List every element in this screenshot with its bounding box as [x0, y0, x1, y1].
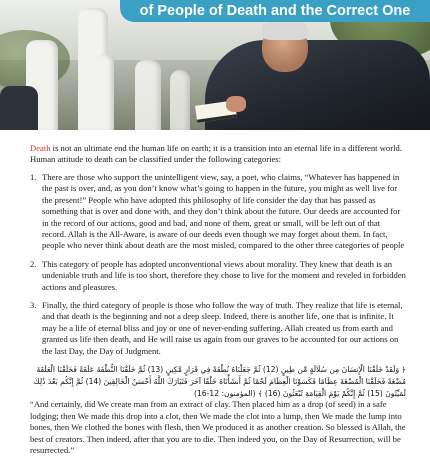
banner-title: of People of Death and the Correct One [139, 3, 411, 19]
list-item [30, 259, 406, 293]
intro-text: is not an ultimate end the human life on earth; it is a transition into an eternal life in a different world. Human attitude to death can be classified under the following categories: [30, 143, 402, 165]
title-banner [120, 0, 430, 22]
gravestone [96, 54, 114, 130]
article-body [30, 143, 406, 457]
list-item [30, 300, 406, 357]
gravestone [170, 70, 190, 130]
arabic-verse: ﴿ وَلَقَدْ خَلَقْنَا الْإِنسَانَ مِن سُلَالَةٍ مِّن طِينٍ (12) ثُمَّ جَعَلْنَاهُ نُطْفَةً فِي قَرَارٍ مَّكِينٍ (13) ثُمَّ خَلَقْنَا النُّطْفَةَ عَلَقَةً فَخَلَقْنَا الْعَلَقَةَ مُضْغَةً فَخَلَقْنَا الْمُضْغَةَ عِظَامًا فَكَسَوْنَا الْعِظَامَ لَحْمًا ثُمَّ أَنشَأْنَاهُ خَلْقًا آخَرَ فَتَبَارَكَ اللَّهُ أَحْسَنُ الْخَالِقِينَ (14) ثُمَّ إِنَّكُم بَعْدَ ذَٰلِكَ لَمَيِّتُونَ (15) ثُمَّ إِنَّكُمْ يَوْمَ الْقِيَامَةِ تُبْعَثُونَ (16) ﴾ (المؤمنون: 12-16) [33, 365, 406, 398]
list-item-text: Finally, the third category of people is those who follow the way of truth. They realize that life is eternal, and that death is the beginning and not a deep sleep. Indeed, there is another life, one that is infinite. It may be a life of eternal bliss and joy or one of never-ending suffering. Allah created us from earth and granted us life then death, and He will raise us again from our graves to be accounted for our actions on the last Day, the Day of Judgment. [42, 300, 403, 356]
intro-dropcap: Death [30, 143, 51, 153]
intro-paragraph [30, 143, 406, 166]
list-item-number: 3. [30, 300, 37, 311]
list-item-text: This category of people has adopted unconventional views about morality. They knew that death is an undeniable truth and life is too short, therefore they chose to live for the moment and reveled in forbidden actions and pleasures. [42, 258, 406, 292]
category-list [30, 172, 406, 357]
verse-translation: “And certainly, did We create man from an extract of clay. Then placed him as a drop (of seed) in a safe lodging; then We made this drop into a clot, then We made the clot into a lump, then We made the lump into bones, then We clothed the bones with flesh, then We produced it as another creation. So blessed is Allah, the best of creators. Then indeed, after that you are to die. Then indeed you, on the Day of Resurrection, will be resurrected.” [30, 399, 406, 456]
gravestone [135, 60, 161, 130]
list-item [30, 172, 406, 252]
man-coat [205, 40, 430, 130]
man-hand [226, 96, 246, 112]
list-item-text: There are those who support the unintelligent view, say, a poet, who claims, “Whatever has happened in the past is over, and, as you don’t know what’s going to happen in the future, you might as well live for the present!” People who have adopted this philosophy of life consider the day that has passed as something that is over and done with, and they don’t think about the future. Our deeds are accounted for in the record of our actions, good and bad, and none of them, great or small, will be left out of that record. Allah is the All-Aware, is aware of our deeds even though we may forget about them. In fact, people who never think about death are the most misled, compared to the other three categories of people [42, 171, 405, 251]
list-item-number: 1. [30, 171, 37, 182]
list-item-number: 2. [30, 258, 37, 269]
person-silhouette [0, 86, 38, 130]
